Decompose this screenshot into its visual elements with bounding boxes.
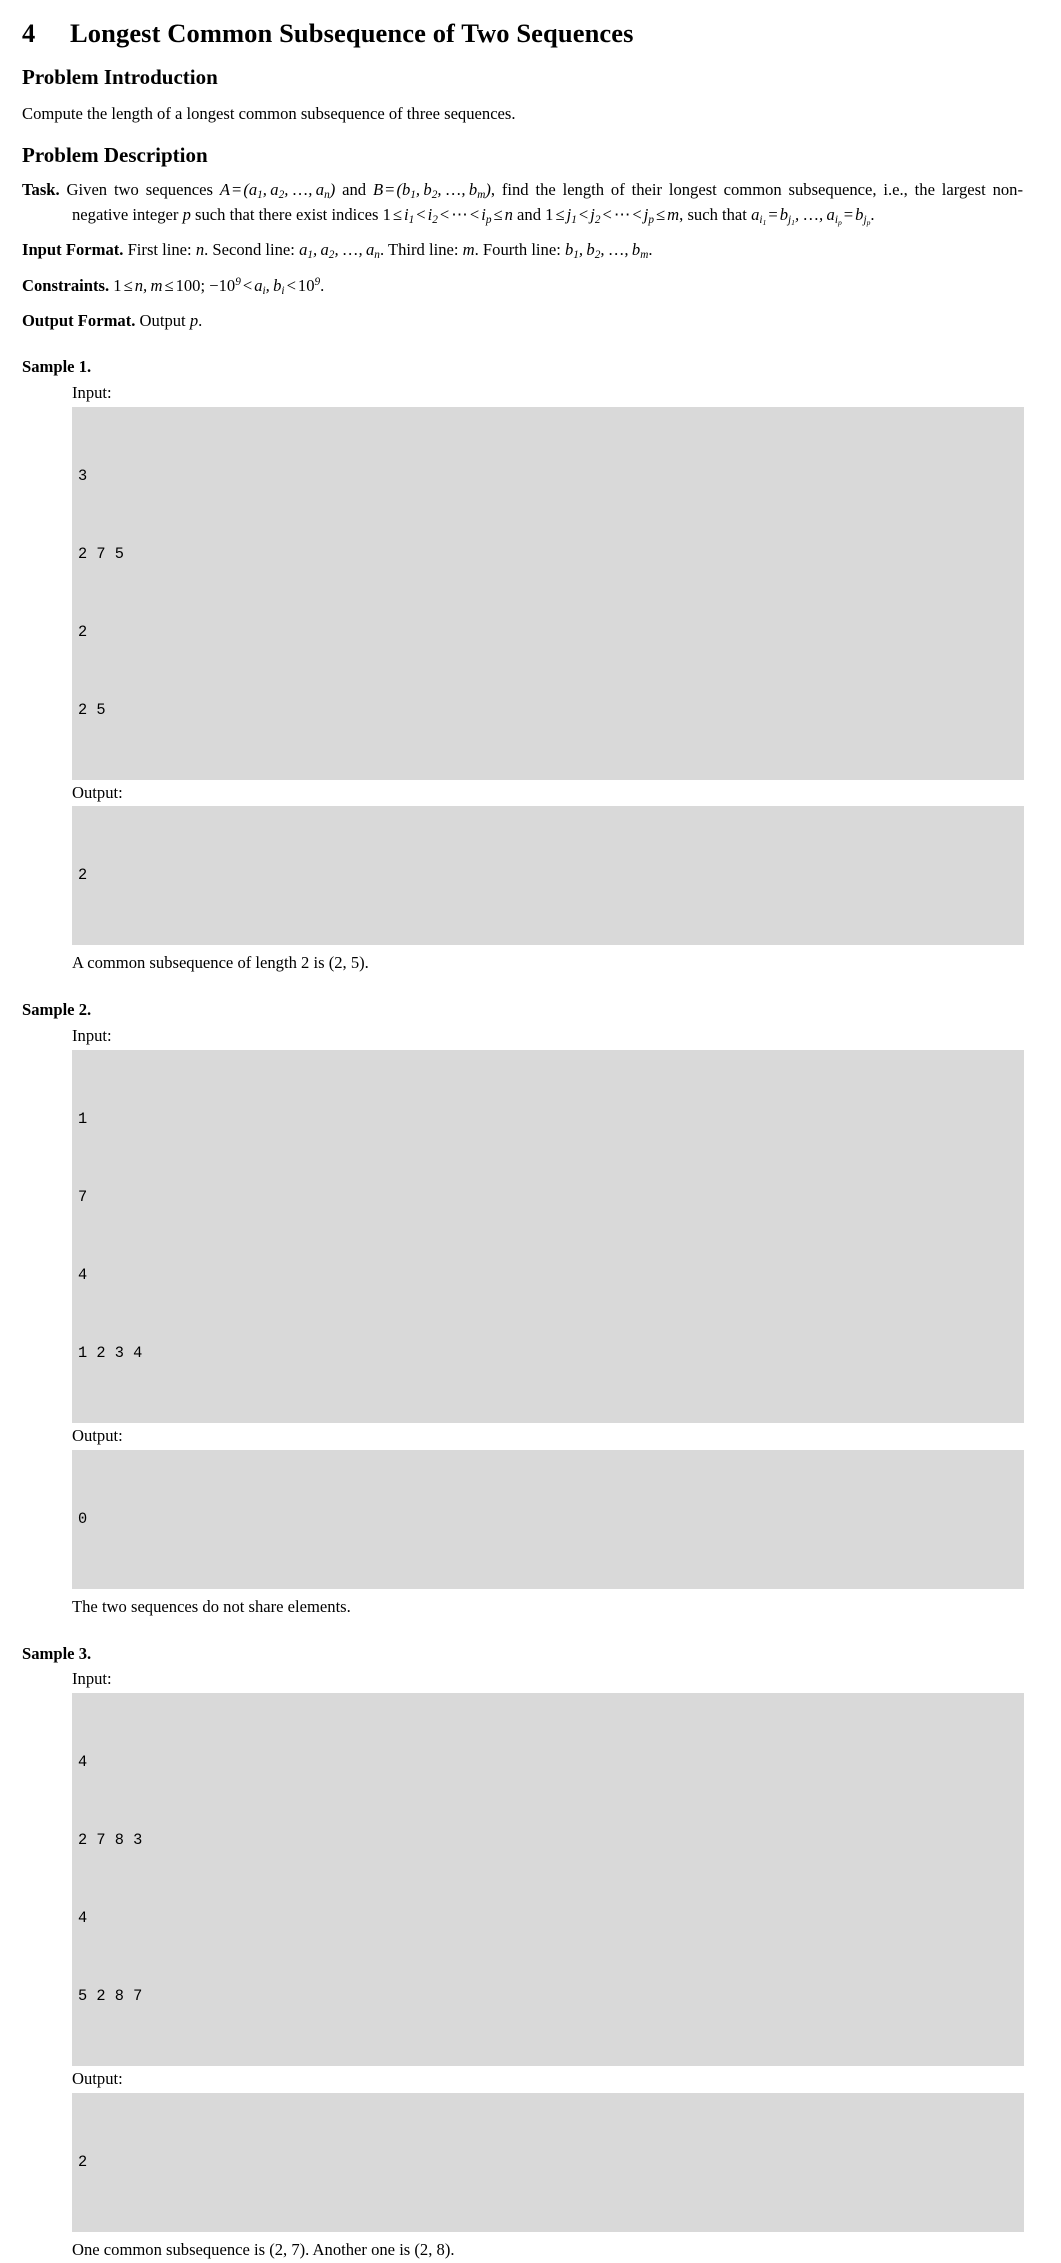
variable-p: p <box>182 205 191 225</box>
code-line: 4 <box>78 1909 88 1928</box>
output-label: Output: <box>72 2069 123 2089</box>
constraints-paragraph: Constraints. 1 ≤ n, m ≤ 100; $-10^9 < a_i$, $b_i < 10^9$. <box>22 275 325 297</box>
task-text-5: and <box>517 205 542 225</box>
sample-label: Sample 3. <box>22 1643 92 1663</box>
sample-block <box>0 1620 1061 2263</box>
input-format-label: Input Format. <box>22 240 124 260</box>
code-line: 2 7 8 3 <box>78 1831 143 1850</box>
sample-input-code <box>72 1693 1024 2066</box>
input-label: Input: <box>72 1026 112 1046</box>
constraints-expression: 1 ≤ n, m ≤ 100; $-10^9 < a_i$, $b_i < 10^9$ <box>113 275 321 297</box>
equality-conditions: $a_{i_1} = b_{j_1}$, …, $a_{i_p} = b_{j_p}$ <box>751 205 871 228</box>
output-var-p: p <box>189 310 199 330</box>
code-line: 5 2 8 7 <box>78 1987 143 2006</box>
code-line: 7 <box>78 1187 88 1206</box>
sample-explanation-text: One common subsequence is (2, 7). Another one is (2, 8). <box>72 2239 455 2259</box>
code-line: 1 <box>78 1109 88 1128</box>
input-format-paragraph: Input Format. First line: n. Second line: $a_1$, $a_2$, …, $a_n$. Third line: m. Fourth line: $b_1$, $b_2$, …, $b_m$. <box>22 240 653 262</box>
output-label: Output: <box>72 1425 123 1445</box>
input-format-text-first: First line: <box>127 240 192 260</box>
sample-explanation-text: The two sequences do not share elements. <box>72 1596 351 1616</box>
code-line: 2 <box>78 2152 88 2171</box>
section-title-text: Longest Common Subsequence of Two Sequences <box>70 18 634 48</box>
code-line: 0 <box>78 1509 88 1528</box>
sample-explanation <box>0 1589 1061 1620</box>
input-label: Input: <box>72 1669 112 1689</box>
constraints-label: Constraints. <box>22 275 110 295</box>
sequence-a-definition: $A = (a_1$, $a_2$, …, $a_n$) <box>219 179 336 202</box>
sample-label: Sample 1. <box>22 357 92 377</box>
code-line: 2 <box>78 866 88 885</box>
output-format-text: Output <box>139 310 186 330</box>
input-var-m: m <box>462 240 475 260</box>
output-format-label: Output Format. <box>22 310 136 330</box>
task-text-1: Given two sequences <box>66 179 213 199</box>
sample-block <box>0 976 1061 1619</box>
code-line: 3 <box>78 466 88 485</box>
code-line: 2 5 <box>78 700 106 719</box>
sample-label: Sample 2. <box>22 1000 92 1020</box>
task-text-6: such that <box>687 205 747 225</box>
introduction-paragraph: Compute the length of a longest common subsequence of three sequences. <box>22 103 516 123</box>
sample-output-code <box>72 1450 1024 1589</box>
task-text-3: find the length of their longest common subsequence, i.e., the largest non-negative integer <box>72 179 1023 225</box>
sample-output-code <box>72 2093 1024 2232</box>
input-format-text-second: Second line: <box>212 240 295 260</box>
code-line: 4 <box>78 1265 88 1284</box>
code-line: 4 <box>78 1753 88 1772</box>
task-label: Task. <box>22 179 60 199</box>
input-var-n: n <box>195 240 205 260</box>
code-line: 2 7 5 <box>78 544 124 563</box>
sample-block <box>0 333 1061 976</box>
sample-input-code <box>72 407 1024 780</box>
indices-j-range: $1 \le j_1 < j_2$ < ⋯ < $j_p \le m$ <box>545 205 680 227</box>
task-paragraph: Task. Given two sequences $A = (a_1$, $a_2$, …, $a_n$) and $B = (b_1$, $b_2$, …, $b_m$), find the length of their longest common subsequence, i.e., the largest non-negative integer p such that there exist indices $1 \le i_1 < i_2$ < ⋯ < $i_p \le n$ and $1 \le j_1 < j_2$ < ⋯ < $j_p \le m$, such that $a_{i_1} = b_{j_1}$, …, $a_{i_p} = b_{j_p}$. <box>22 179 1023 228</box>
input-sequence-b: $b_1$, $b_2$, …, $b_m$ <box>564 240 649 262</box>
sample-explanation-text: A common subsequence of length 2 is (2, 5). <box>72 953 369 973</box>
output-label: Output: <box>72 782 123 802</box>
sample-output-code <box>72 806 1024 945</box>
sequence-b-definition: $B = (b_1$, $b_2$, …, $b_m$) <box>372 179 491 202</box>
task-text-4: such that there exist indices <box>195 205 379 225</box>
input-label: Input: <box>72 382 112 402</box>
code-line: 1 2 3 4 <box>78 1343 143 1362</box>
sample-explanation <box>0 2232 1061 2263</box>
input-sequence-a: $a_1$, $a_2$, …, $a_n$ <box>299 240 380 262</box>
subsection-heading-description: Problem Description <box>22 142 208 167</box>
input-format-text-third: Third line: <box>387 240 459 260</box>
subsection-heading-introduction: Problem Introduction <box>22 65 218 90</box>
task-text-2: and <box>342 179 367 199</box>
output-format-paragraph: Output Format. Output p. <box>22 310 203 330</box>
code-line: 2 <box>78 622 88 641</box>
section-heading <box>0 0 1061 48</box>
input-format-text-fourth: Fourth line: <box>482 240 561 260</box>
indices-i-range: $1 \le i_1 < i_2$ < ⋯ < $i_p \le n$ <box>382 205 513 227</box>
section-number: 4 <box>22 18 36 48</box>
sample-input-code <box>72 1050 1024 1423</box>
sample-explanation <box>0 945 1061 976</box>
